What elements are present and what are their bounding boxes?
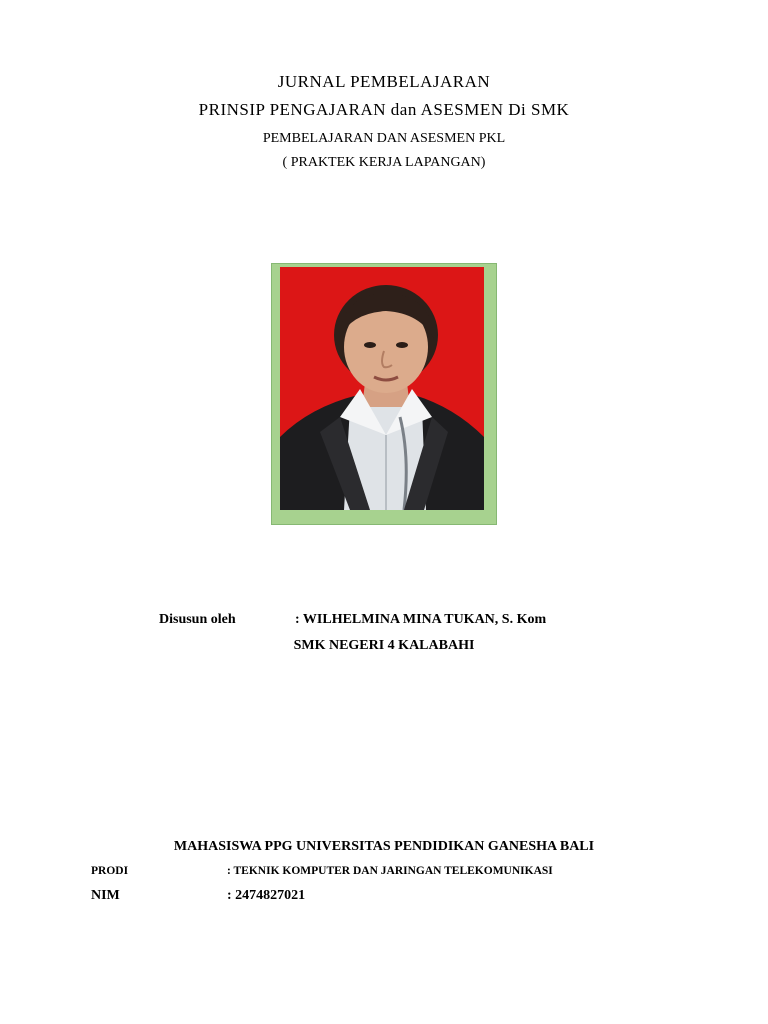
prodi-value: : TEKNIK KOMPUTER DAN JARINGAN TELEKOMUNIKASI (227, 865, 553, 877)
school-name: SMK NEGERI 4 KALABAHI (293, 638, 475, 653)
prodi-label: PRODI (91, 865, 129, 877)
program-title: MAHASISWA PPG UNIVERSITAS PENDIDIKAN GANESHA BALI (173, 839, 595, 854)
author-name: : WILHELMINA MINA TUKAN, S. Kom (295, 612, 547, 627)
photo-frame (271, 263, 497, 525)
nim-label: NIM (91, 888, 120, 903)
author-label: Disusun oleh (159, 612, 236, 627)
journal-topic: PEMBELAJARAN DAN ASESMEN PKL (262, 131, 506, 146)
nim-value: : 2474827021 (227, 888, 306, 903)
portrait-illustration (280, 267, 484, 510)
portrait-photo (280, 267, 484, 510)
journal-topic-detail: ( PRAKTEK KERJA LAPANGAN) (282, 155, 486, 170)
journal-subtitle: PRINSIP PENGAJARAN dan ASESMEN Di SMK (198, 100, 570, 119)
journal-title: JURNAL PEMBELAJARAN (277, 72, 491, 91)
